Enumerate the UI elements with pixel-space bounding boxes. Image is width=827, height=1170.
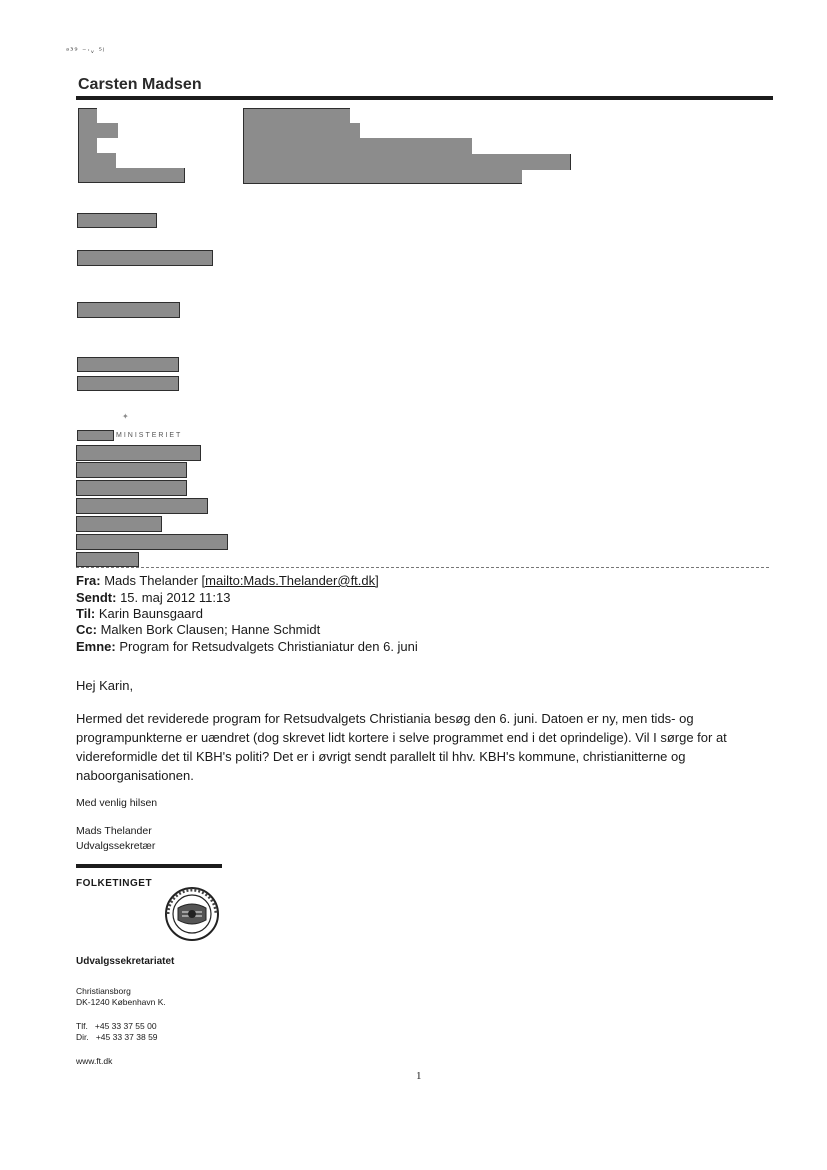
redaction-gap [97, 108, 185, 123]
sender-name: Carsten Madsen [78, 76, 202, 93]
to-value: Karin Baunsgaard [98, 606, 203, 621]
scan-mark: ᵃ³⁹ ⁻·ᵥ ⁵ʲ [66, 46, 106, 55]
redaction-bar [77, 357, 179, 372]
to-label: Til: [76, 606, 96, 621]
redaction-bar [76, 552, 139, 567]
email-subject-line [76, 639, 418, 654]
redaction-gap [116, 153, 185, 168]
address-line-2: DK-1240 København K. [76, 997, 166, 1007]
redaction-bar [77, 302, 180, 318]
redaction-bar [76, 480, 187, 496]
redaction-bar [76, 498, 208, 514]
redaction-bar [76, 516, 162, 532]
closing: Med venlig hilsen [76, 797, 158, 809]
signature-rule [76, 864, 222, 868]
signature-role: Udvalgssekretær [76, 840, 156, 852]
redaction-bar [77, 213, 157, 228]
email-from-line [76, 573, 379, 588]
direct-phone-line: Dir. +45 33 37 38 59 [76, 1032, 158, 1042]
message-body: Hermed det reviderede program for Retsudvalgets Christiania besøg den 6. juni. Datoen er ny, men tids- og programpunkterne er uændret (dog skrevet lidt kortere i selve programmet end i det oprindelige). Vil I sørge for at videreformidle det til KBH's politi? Det er i øvrigt sendt parallelt til hhv. KBH's kommune, christianitterne og naboorganisationen. [76, 711, 727, 783]
redaction-bar [77, 376, 179, 391]
cc-value: Malken Bork Clausen; Hanne Schmidt [100, 622, 321, 637]
email-sent-line [76, 590, 230, 605]
greeting: Hej Karin, [76, 678, 134, 693]
email-to-line [76, 606, 203, 621]
address-line-1: Christiansborg [76, 986, 131, 996]
subject-value: Program for Retsudvalgets Christianiatur den 6. juni [119, 639, 418, 654]
redaction-gap [360, 123, 571, 138]
signature-name: Mads Thelander [76, 825, 152, 837]
redaction-gap [472, 138, 571, 154]
redaction-bar [77, 250, 213, 266]
redaction-gap [350, 108, 571, 123]
cc-label: Cc: [76, 622, 97, 637]
redaction-bar [77, 430, 114, 441]
redaction-bar [76, 445, 201, 461]
title-rule [76, 96, 773, 100]
website-link[interactable]: www.ft.dk [76, 1056, 113, 1066]
redaction-gap [118, 123, 185, 138]
from-name: Mads Thelander [104, 573, 198, 588]
ministry-seal-icon: ✦ [122, 412, 129, 421]
email-cc-line [76, 622, 320, 637]
from-mail-link[interactable]: [mailto:Mads.Thelander@ft.dk] [201, 573, 379, 588]
subject-label: Emne: [76, 639, 116, 654]
redaction-gap [97, 138, 185, 153]
redaction-bar [76, 534, 228, 550]
page-number: 1 [416, 1070, 422, 1082]
redaction-bar [76, 462, 187, 478]
redaction-gap [522, 170, 571, 184]
sent-value: 15. maj 2012 11:13 [120, 590, 231, 605]
sent-label: Sendt: [76, 590, 117, 605]
department-name: Udvalgssekretariatet [76, 956, 175, 967]
ministry-label: MINISTERIET [116, 432, 183, 439]
folketinget-seal-icon [162, 886, 222, 942]
phone-line: Tlf. +45 33 37 55 00 [76, 1021, 157, 1031]
header-divider [76, 567, 769, 568]
from-label: Fra: [76, 573, 101, 588]
organization-name: FOLKETINGET [76, 878, 153, 889]
